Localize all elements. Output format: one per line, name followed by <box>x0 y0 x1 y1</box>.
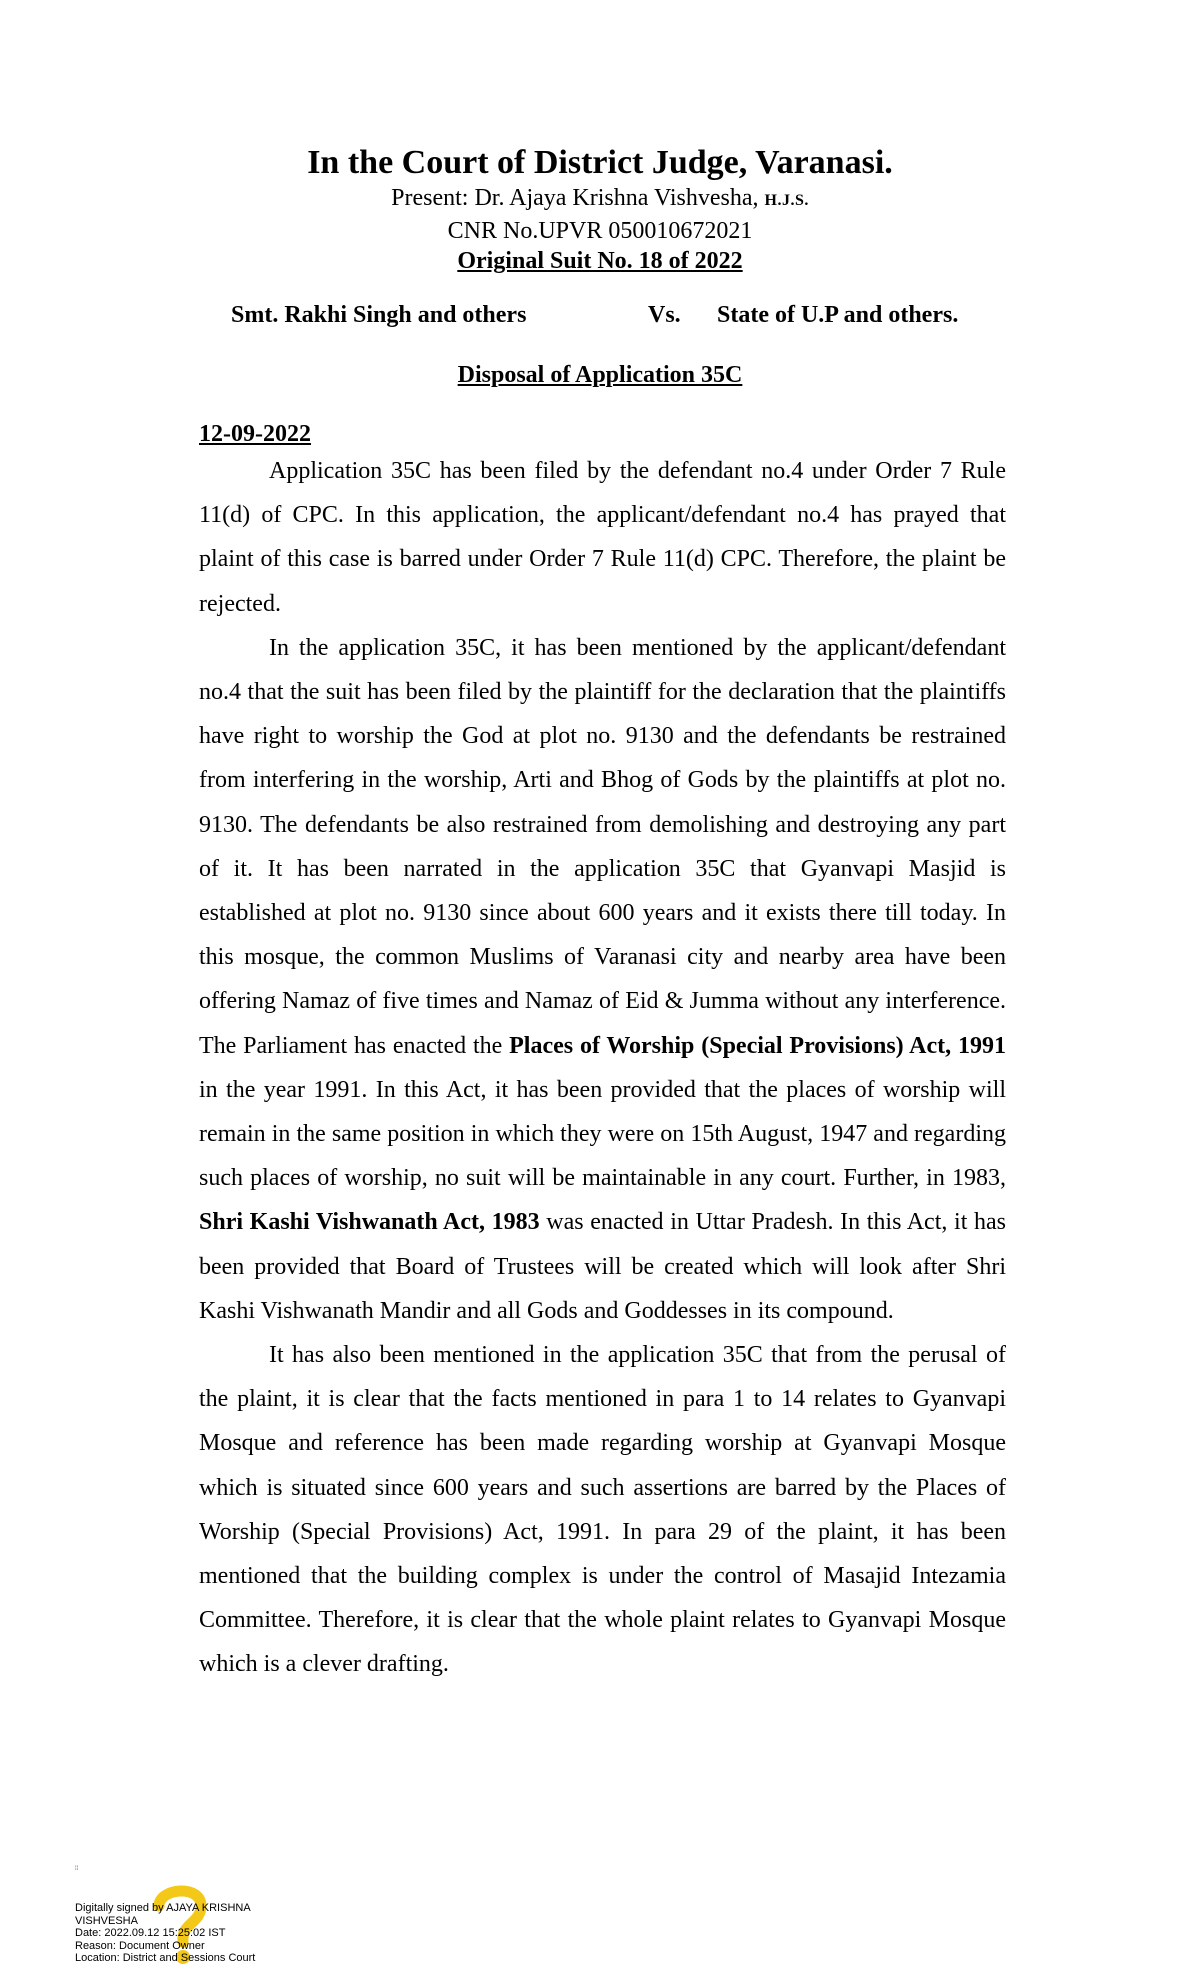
act-name-1983: Shri Kashi Vishwanath Act, 1983 <box>199 1209 540 1236</box>
signature-text <box>75 1902 255 1965</box>
signature-reason: Reason: Document Owner <box>75 1939 205 1952</box>
order-body <box>199 419 1006 1687</box>
signature-signed-by: Digitally signed by AJAYA KRISHNA <box>75 1902 251 1914</box>
act-name-1991: Places of Worship (Special Provisions) Act, 1991 <box>509 1032 1006 1059</box>
paragraph-2-part-c: was enacted in Uttar Pradesh. In this Act, it has been provided that Board of Trustees will be created which will look after Shri Kashi Vishwanath Mandir and all Gods and Goddesses in its compound. <box>199 1209 1006 1324</box>
document-header <box>0 143 1200 276</box>
judge-service-title: H.J.S. <box>764 192 809 209</box>
signature-date: Date: 2022.09.12 15:25:02 IST <box>75 1927 226 1939</box>
disposal-heading: Disposal of Application 35C <box>457 362 743 388</box>
order-date: 12-09-2022 <box>199 421 311 447</box>
versus-label: Vs. <box>648 302 681 328</box>
suit-number: Original Suit No. 18 of 2022 <box>457 248 743 274</box>
court-title: In the Court of District Judge, Varanasi. <box>307 144 893 181</box>
plaintiff-name: Smt. Rakhi Singh and others <box>231 302 527 328</box>
signature-tiny-marks: ⁞⁞ <box>75 1866 79 1872</box>
paragraph-1: Application 35C has been filed by the defendant no.4 under Order 7 Rule 11(d) of CPC. In this application, the applicant/defendant no.4 has prayed that plaint of this case is barred under Order 7 Rule 11(d) CPC. Therefore, the plaint be rejected. <box>199 458 1006 617</box>
signature-name: VISHVESHA <box>75 1914 138 1927</box>
presiding-judge <box>0 183 1200 216</box>
paragraph-2-part-b: in the year 1991. In this Act, it has been provided that the places of worship will remain in the same position in which they were on 15th August, 1947 and regarding such places of worship, no suit will be maintainable in any court. Further, in 1983, <box>199 1076 1006 1192</box>
digital-signature <box>75 1866 335 1966</box>
defendant-name: State of U.P and others. <box>717 302 959 328</box>
signature-location: Location: District and Sessions Court <box>75 1952 256 1964</box>
paragraph-2-part-a: In the application 35C, it has been mentioned by the applicant/defendant no.4 that the suit has been filed by the plaintiff for the declaration that the plaintiffs have right to worship the God at plot no. 9130 and the defendants be restrained from interfering in the worship, Arti and Bhog of Gods by the plaintiffs at plot no. 9130. The defendants be also restrained from demolishing and destroying any part of it. It has been narrated in the application 35C that Gyanvapi Masjid is established at plot no. 9130 since about 600 years and it exists there till today. In this mosque, the common Muslims of Varanasi city and nearby area have been offering Namaz of five times and Namaz of Eid & Jumma without any interference. The Parliament has enacted the <box>199 634 1006 1059</box>
paragraph-2 <box>199 626 1006 1333</box>
paragraph-3: It has also been mentioned in the application 35C that from the perusal of the plaint, it is clear that the facts mentioned in para 1 to 14 relates to Gyanvapi Mosque and reference has been made regarding worship at Gyanvapi Mosque which is situated since 600 years and such assertions are barred by the Places of Worship (Special Provisions) Act, 1991. In para 29 of the plaint, it has been mentioned that the building complex is under the control of Masajid Intezamia Committee. Therefore, it is clear that the whole plaint relates to Gyanvapi Mosque which is a clever drafting. <box>199 1342 1006 1678</box>
presiding-judge-name: Present: Dr. Ajaya Krishna Vishvesha, <box>391 185 765 211</box>
cnr-number: CNR No.UPVR 050010672021 <box>447 218 753 244</box>
